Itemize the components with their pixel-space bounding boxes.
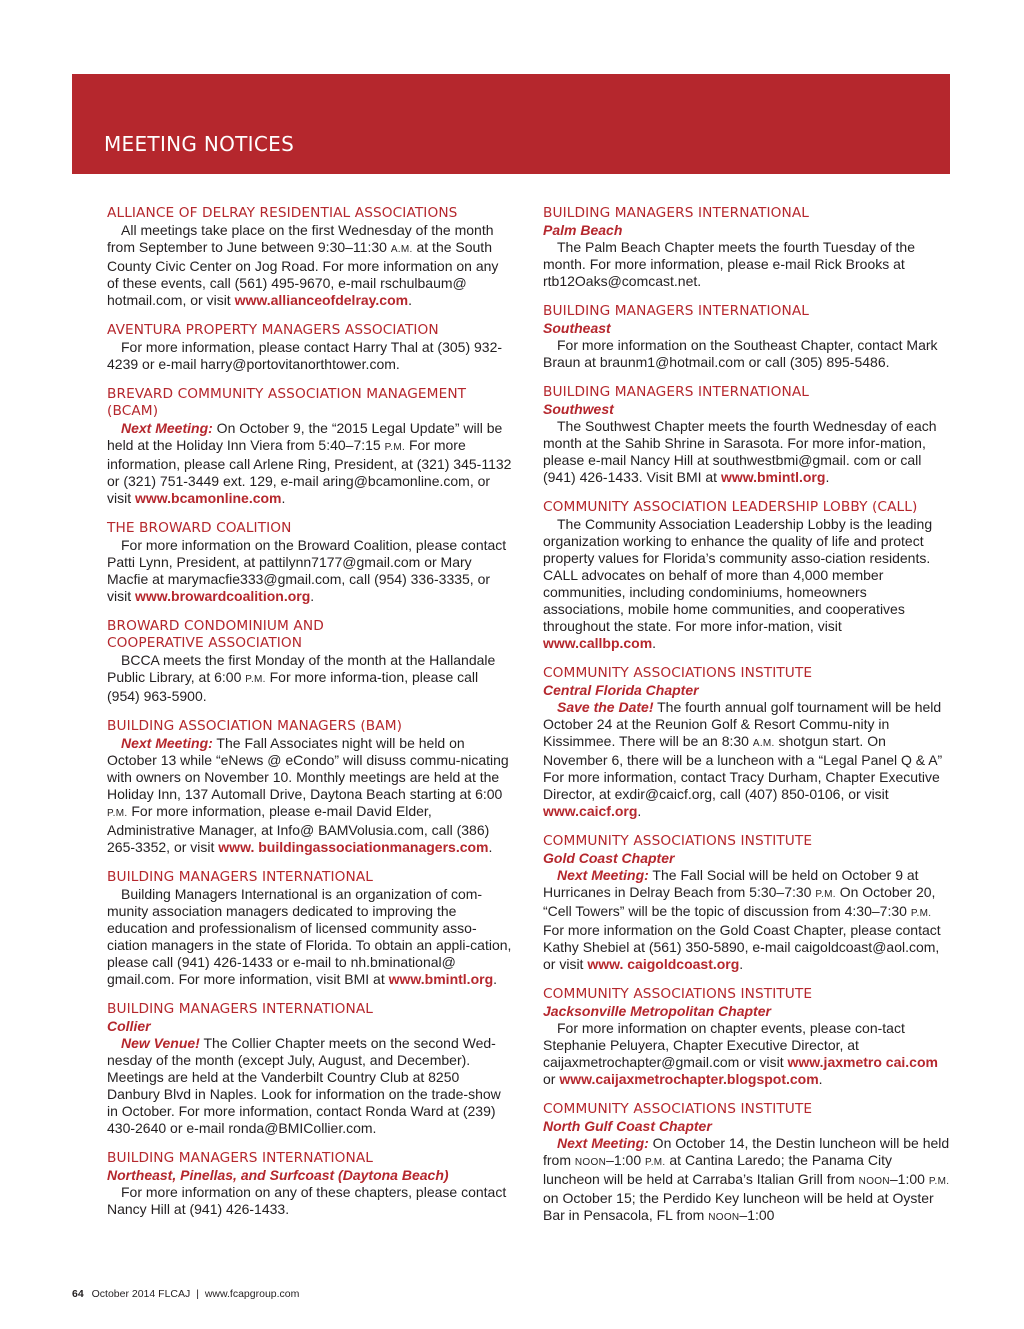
notice-body bbox=[107, 420, 512, 507]
page-number: 64 bbox=[72, 1288, 84, 1300]
left-column bbox=[107, 205, 512, 1231]
notice-heading: BUILDING MANAGERS INTERNATIONAL bbox=[107, 1150, 374, 1166]
chapter-name: Gold Coast Chapter bbox=[543, 850, 675, 866]
section-banner bbox=[72, 74, 950, 174]
time-suffix: P.M. bbox=[384, 442, 406, 453]
body-text: The Collier Chapter meets on the second Wed-nesday of the month (except July, August, and December). Meetings are held at the Vanderbilt Country Club at 8250 Danbury Blvd in Naples. Look for information on the trade-show in October. For more information, contact Ronda Ward at (239) 430-2640 or e-mail ronda@BMICollier.com. bbox=[107, 1035, 501, 1136]
website-link[interactable]: www.callbp.com bbox=[543, 635, 653, 651]
notice-heading: BUILDING MANAGERS INTERNATIONAL bbox=[543, 303, 810, 319]
body-text: On October 20, “Cell Towers” will be the topic of discussion from 4:30–7:30 bbox=[543, 884, 936, 919]
body-text: . bbox=[637, 803, 642, 819]
notice-alliance-delray bbox=[107, 205, 512, 309]
body-text: For more informa-tion, please call (954) 963-5900. bbox=[107, 669, 479, 704]
time-suffix: NOON bbox=[858, 1176, 890, 1187]
time-suffix: P.M. bbox=[107, 808, 128, 819]
lead-label: Next Meeting: bbox=[121, 420, 213, 436]
body-text: . bbox=[825, 469, 830, 485]
notice-body: For more information, please contact Harry Thal at (305) 932-4239 or e-mail harry@portovitanorthtower.com. bbox=[107, 339, 503, 372]
notice-body bbox=[543, 1135, 950, 1226]
notice-bmi-collier bbox=[107, 1001, 512, 1137]
notice-heading: THE BROWARD COALITION bbox=[107, 520, 292, 536]
body-text: . bbox=[818, 1071, 823, 1087]
notice-heading bbox=[107, 618, 512, 652]
website-link[interactable]: www.bmintl.org bbox=[388, 971, 494, 987]
notice-call bbox=[543, 499, 950, 652]
time-suffix: A.M. bbox=[390, 244, 413, 255]
website-link[interactable]: www.allianceofdelray.com bbox=[234, 292, 409, 308]
time-suffix: P.M. bbox=[645, 1157, 666, 1168]
lead-label: Next Meeting: bbox=[557, 1135, 649, 1151]
notice-heading: BUILDING MANAGERS INTERNATIONAL bbox=[543, 205, 810, 221]
notice-bam bbox=[107, 718, 512, 856]
body-text: For more information on the Broward Coalition, please contact Patti Lynn, President, at pattilynn7177@gmail.com or Mary Macfie at marymacfie333@gmail.com, call (954) 336-3335, or visit bbox=[107, 537, 507, 604]
notice-body bbox=[543, 699, 950, 820]
notice-bmi-northeast bbox=[107, 1150, 512, 1218]
notice-body: The Palm Beach Chapter meets the fourth Tuesday of the month. For more information, please e-mail Rick Brooks at rtb12Oaks@comcast.net. bbox=[543, 239, 915, 289]
notice-heading: AVENTURA PROPERTY MANAGERS ASSOCIATION bbox=[107, 322, 439, 338]
chapter-name: Southeast bbox=[543, 320, 611, 336]
right-column bbox=[543, 205, 950, 1239]
body-text: BCCA meets the first Monday of the month at the Hallandale Public Library, at 6:00 bbox=[107, 652, 496, 685]
notice-heading bbox=[107, 386, 512, 420]
notice-body: For more information on the Southeast Chapter, contact Mark Braun at braunm1@hotmail.com or call (305) 895-5486. bbox=[543, 337, 938, 370]
body-text: . bbox=[493, 971, 498, 987]
body-text: . bbox=[281, 490, 286, 506]
website-link[interactable]: www.caijaxmetrochapter.blogspot.com bbox=[559, 1071, 819, 1087]
heading-line: BROWARD CONDOMINIUM AND bbox=[107, 618, 324, 634]
body-text: On October 14, the Destin luncheon will be held from bbox=[543, 1135, 950, 1168]
time-suffix: P.M. bbox=[245, 674, 266, 685]
chapter-name: Central Florida Chapter bbox=[543, 682, 699, 698]
chapter-name: Palm Beach bbox=[543, 222, 623, 238]
body-text: For more information, please call Arlene Ring, President, at (321) 345-1132 or (321) 751-3449 ext. 129, e-mail aring@bcamonline.com, or visit bbox=[107, 437, 512, 506]
notice-body: For more information on any of these chapters, please contact Nancy Hill at (941) 426-1433. bbox=[107, 1184, 507, 1217]
time-suffix: P.M. bbox=[910, 908, 932, 919]
website-link[interactable]: www. buildingassociationmanagers.com bbox=[218, 839, 489, 855]
notice-heading: BUILDING MANAGERS INTERNATIONAL bbox=[107, 869, 374, 885]
notice-heading: COMMUNITY ASSOCIATIONS INSTITUTE bbox=[543, 1101, 813, 1117]
notice-bmi-southwest bbox=[543, 384, 950, 486]
body-text: . bbox=[488, 839, 493, 855]
time-suffix: P.M. bbox=[815, 889, 836, 900]
page-title: MEETING NOTICES bbox=[104, 132, 295, 156]
body-text: at Cantina Laredo; the Panama City luncheon will be held at Carraba’s Italian Grill from bbox=[543, 1152, 892, 1187]
notice-body bbox=[543, 867, 950, 973]
notice-cai-north-gulf-coast bbox=[543, 1101, 950, 1226]
body-text: On October 9, the “2015 Legal Update” will be held at the Holiday Inn Viera from 5:40–7:15 bbox=[107, 420, 503, 453]
notice-body bbox=[107, 1035, 512, 1137]
notice-heading: COMMUNITY ASSOCIATIONS INSTITUTE bbox=[543, 986, 813, 1002]
body-text: shotgun start. On November 6, there will be a luncheon with a “Legal Panel Q & A” For more information, contact Tracy Durham, Chapter Executive Director, at exdir@caicf.org, call (407) 850-0106, or visit bbox=[543, 733, 943, 802]
chapter-name: North Gulf Coast Chapter bbox=[543, 1118, 712, 1134]
notice-bmi-southeast bbox=[543, 303, 950, 371]
notice-heading: BUILDING MANAGERS INTERNATIONAL bbox=[543, 384, 810, 400]
body-text: All meetings take place on the first Wednesday of the month from September to June between 9:30–11:30 bbox=[107, 222, 494, 255]
notice-bcca bbox=[107, 618, 512, 705]
time-suffix: P.M. bbox=[928, 1176, 950, 1187]
heading-line: (BCAM) bbox=[107, 403, 159, 419]
notice-body bbox=[543, 516, 950, 652]
notice-body bbox=[107, 652, 512, 705]
body-text: The Southwest Chapter meets the fourth Wednesday of each month at the Sahib Shrine in Sarasota. For more infor-mation, please e-mail Nancy Hill at southwestbmi@gmail. com or call (941) 426-1433. Visit BMI at bbox=[543, 418, 937, 485]
lead-label: Next Meeting: bbox=[557, 867, 649, 883]
heading-line: BREVARD COMMUNITY ASSOCIATION MANAGEMENT bbox=[107, 386, 467, 402]
notice-heading: BUILDING ASSOCIATION MANAGERS (BAM) bbox=[107, 718, 403, 734]
notice-aventura bbox=[107, 322, 512, 373]
notice-bcam bbox=[107, 386, 512, 507]
notice-heading: COMMUNITY ASSOCIATION LEADERSHIP LOBBY (CALL) bbox=[543, 499, 918, 515]
notice-body bbox=[543, 1020, 950, 1088]
issue-date: October 2014 bbox=[91, 1288, 156, 1300]
chapter-name: Southwest bbox=[543, 401, 614, 417]
heading-line: COOPERATIVE ASSOCIATION bbox=[107, 635, 303, 651]
body-text: . bbox=[310, 588, 315, 604]
body-text: . bbox=[408, 292, 412, 308]
lead-label: New Venue! bbox=[121, 1035, 200, 1051]
footer-separator: | bbox=[196, 1288, 199, 1300]
body-text: –1:00 bbox=[739, 1207, 775, 1223]
notice-bmi bbox=[107, 869, 512, 988]
body-text: The Community Association Leadership Lobby is the leading organization working to enhance the quality of life and protect property values for Florida’s community asso-ciation residents. CALL advocates on behalf of more than 4,000 member communities, including condominiums, homeowners associations, mobile home communities, and cooperatives throughout the state. For more infor-mation, visit bbox=[543, 516, 933, 634]
footer-website: www.fcapgroup.com bbox=[204, 1288, 300, 1300]
website-link[interactable]: www.caicf.org bbox=[543, 803, 638, 819]
notice-heading: ALLIANCE OF DELRAY RESIDENTIAL ASSOCIATIONS bbox=[107, 205, 458, 221]
body-text: The Fall Social will be held on October 9 at Hurricanes in Delray Beach from 5:30–7:30 bbox=[543, 867, 919, 900]
website-link[interactable]: www.bmintl.org bbox=[720, 469, 826, 485]
notice-body bbox=[107, 735, 512, 856]
body-text: For more information on chapter events, please con-tact Stephanie Peluyera, Chapter Executive Director, at caijaxmetrochapter@gmail.com or visit bbox=[543, 1020, 905, 1070]
body-text: Building Managers International is an organization of com-munity association managers dedicated to improving the education and professionalism of licensed community asso-ciation managers in the state of Florida. To obtain an appli-cation, please call (941) 426-1433 or e-mail to nh.bminational@ gmail.com. For more information, visit BMI at bbox=[107, 886, 512, 987]
lead-label: Next Meeting: bbox=[121, 735, 213, 751]
website-link[interactable]: www.browardcoalition.org bbox=[135, 588, 311, 604]
notice-heading: COMMUNITY ASSOCIATIONS INSTITUTE bbox=[543, 833, 813, 849]
body-text: The Fall Associates night will be held on October 13 while “eNews @ eCondo” will disuss commu-nicating with owners on November 10. Monthly meetings are held at the Holiday Inn, 137 Automall Drive, Daytona Beach starting at 6:00 bbox=[107, 735, 509, 802]
notice-body bbox=[543, 418, 950, 486]
notice-cai-jacksonville bbox=[543, 986, 950, 1088]
body-text: –1:00 bbox=[889, 1171, 929, 1187]
notice-body bbox=[107, 537, 512, 605]
body-text: . bbox=[739, 956, 744, 972]
notice-cai-gold-coast bbox=[543, 833, 950, 973]
notice-body bbox=[107, 222, 512, 309]
lead-label: Save the Date! bbox=[557, 699, 654, 715]
notice-body bbox=[107, 886, 512, 988]
website-link[interactable]: www. caigoldcoast.org bbox=[587, 956, 740, 972]
body-text: . bbox=[652, 635, 657, 651]
body-text: For more information, please e-mail David Elder, Administrative Manager, at Info@ BAMVolusia.com, call (386) 265-3352, or visit bbox=[107, 803, 490, 855]
body-text: or bbox=[543, 1071, 560, 1087]
body-text: The fourth annual golf tournament will be held October 24 at the Reunion Golf & Resort Commu-nity in Kissimmee. There will be an 8:30 bbox=[543, 699, 942, 749]
chapter-name: Jacksonville Metropolitan Chapter bbox=[543, 1003, 771, 1019]
publication-name: FLCAJ bbox=[158, 1288, 191, 1300]
time-suffix: NOON bbox=[574, 1157, 607, 1168]
body-text: For more information on the Gold Coast Chapter, please contact Kathy Shebiel at (561) 350-5890, e-mail caigoldcoast@aol.com, or visit bbox=[543, 922, 941, 972]
notice-heading: BUILDING MANAGERS INTERNATIONAL bbox=[107, 1001, 374, 1017]
time-suffix: A.M. bbox=[752, 738, 775, 749]
website-link[interactable]: www.bcamonline.com bbox=[135, 490, 282, 506]
page-footer bbox=[72, 1288, 299, 1300]
chapter-name: Collier bbox=[107, 1018, 151, 1034]
notice-broward-coalition bbox=[107, 520, 512, 605]
notice-bmi-palm-beach bbox=[543, 205, 950, 290]
notice-cai-central-florida bbox=[543, 665, 950, 820]
website-link[interactable]: www.jaxmetro cai.com bbox=[787, 1054, 938, 1070]
notice-heading: COMMUNITY ASSOCIATIONS INSTITUTE bbox=[543, 665, 813, 681]
chapter-name: Northeast, Pinellas, and Surfcoast (Daytona Beach) bbox=[107, 1167, 449, 1183]
body-text: at the South County Civic Center on Jog Road. For more information on any of these events, call (561) 495-9670, e-mail rschulbaum@ hotmail.com, or visit bbox=[107, 239, 499, 308]
body-text: –1:00 bbox=[606, 1152, 646, 1168]
time-suffix: NOON bbox=[708, 1212, 740, 1223]
body-text: on October 15; the Perdido Key luncheon will be held at Oyster Bar in Pensacola, FL from bbox=[543, 1190, 934, 1223]
